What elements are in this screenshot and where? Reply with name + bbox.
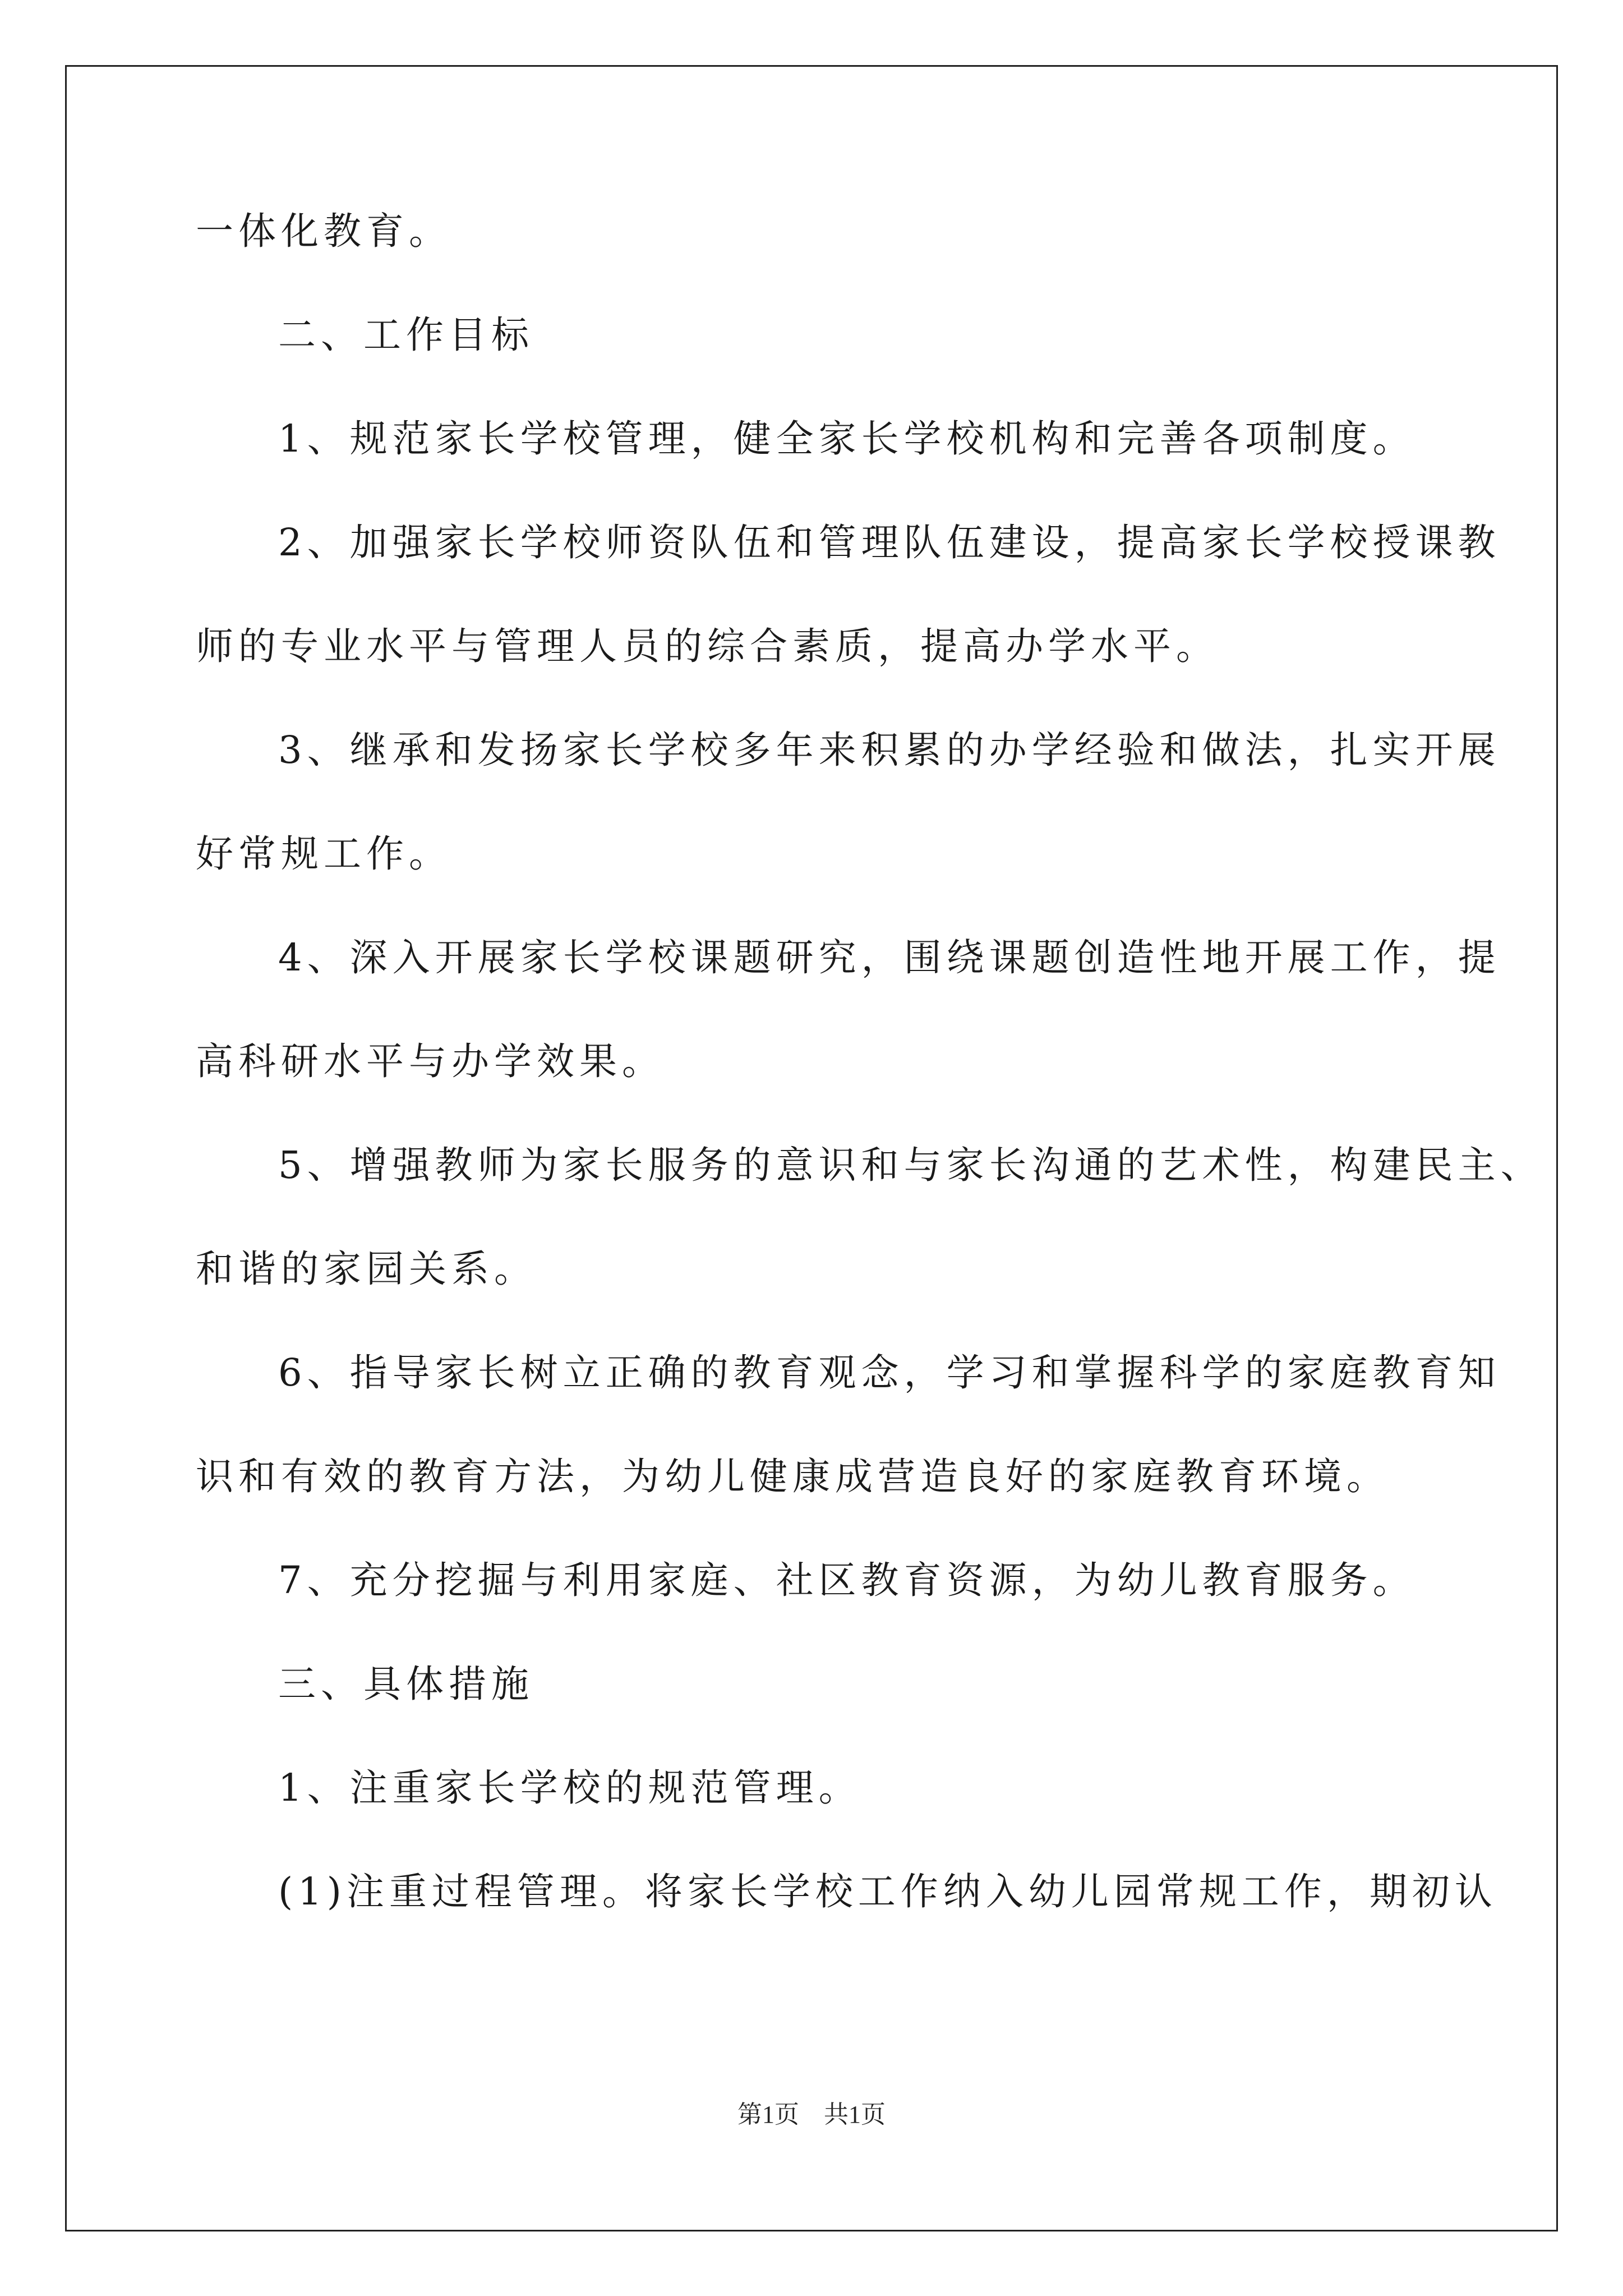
text-line: 和谐的家园关系。: [196, 1247, 537, 1291]
text-line: 3、继承和发扬家长学校多年来积累的办学经验和做法，扎实开展: [278, 728, 1501, 772]
text-line: 2、加强家长学校师资队伍和管理队伍建设，提高家长学校授课教: [278, 521, 1501, 564]
text-line: 好常规工作。: [196, 832, 451, 876]
section-heading: 三、具体措施: [278, 1662, 534, 1706]
page-footer: 第1页 共1页: [737, 2101, 886, 2128]
text-line: (1)注重过程管理。将家长学校工作纳入幼儿园常规工作，期初认: [278, 1870, 1497, 1913]
text-line: 6、指导家长树立正确的教育观念，学习和掌握科学的家庭教育知: [278, 1351, 1501, 1395]
text-line: 7、充分挖掘与利用家庭、社区教育资源，为幼儿教育服务。: [278, 1558, 1415, 1602]
section-heading: 二、工作目标: [278, 313, 534, 357]
text-line: 一体化教育。: [196, 209, 451, 253]
text-line: 师的专业水平与管理人员的综合素质，提高办学水平。: [196, 624, 1219, 668]
text-line: 识和有效的教育方法，为幼儿健康成营造良好的家庭教育环境。: [196, 1455, 1389, 1498]
text-line: 5、增强教师为家长服务的意识和与家长沟通的艺术性，构建民主、: [278, 1143, 1543, 1187]
text-line: 1、规范家长学校管理，健全家长学校机构和完善各项制度。: [278, 417, 1415, 461]
text-line: 1、注重家长学校的规范管理。: [278, 1766, 861, 1810]
text-line: 4、深入开展家长学校课题研究，围绕课题创造性地开展工作，提: [278, 936, 1501, 979]
text-line: 高科研水平与办学效果。: [196, 1039, 665, 1083]
